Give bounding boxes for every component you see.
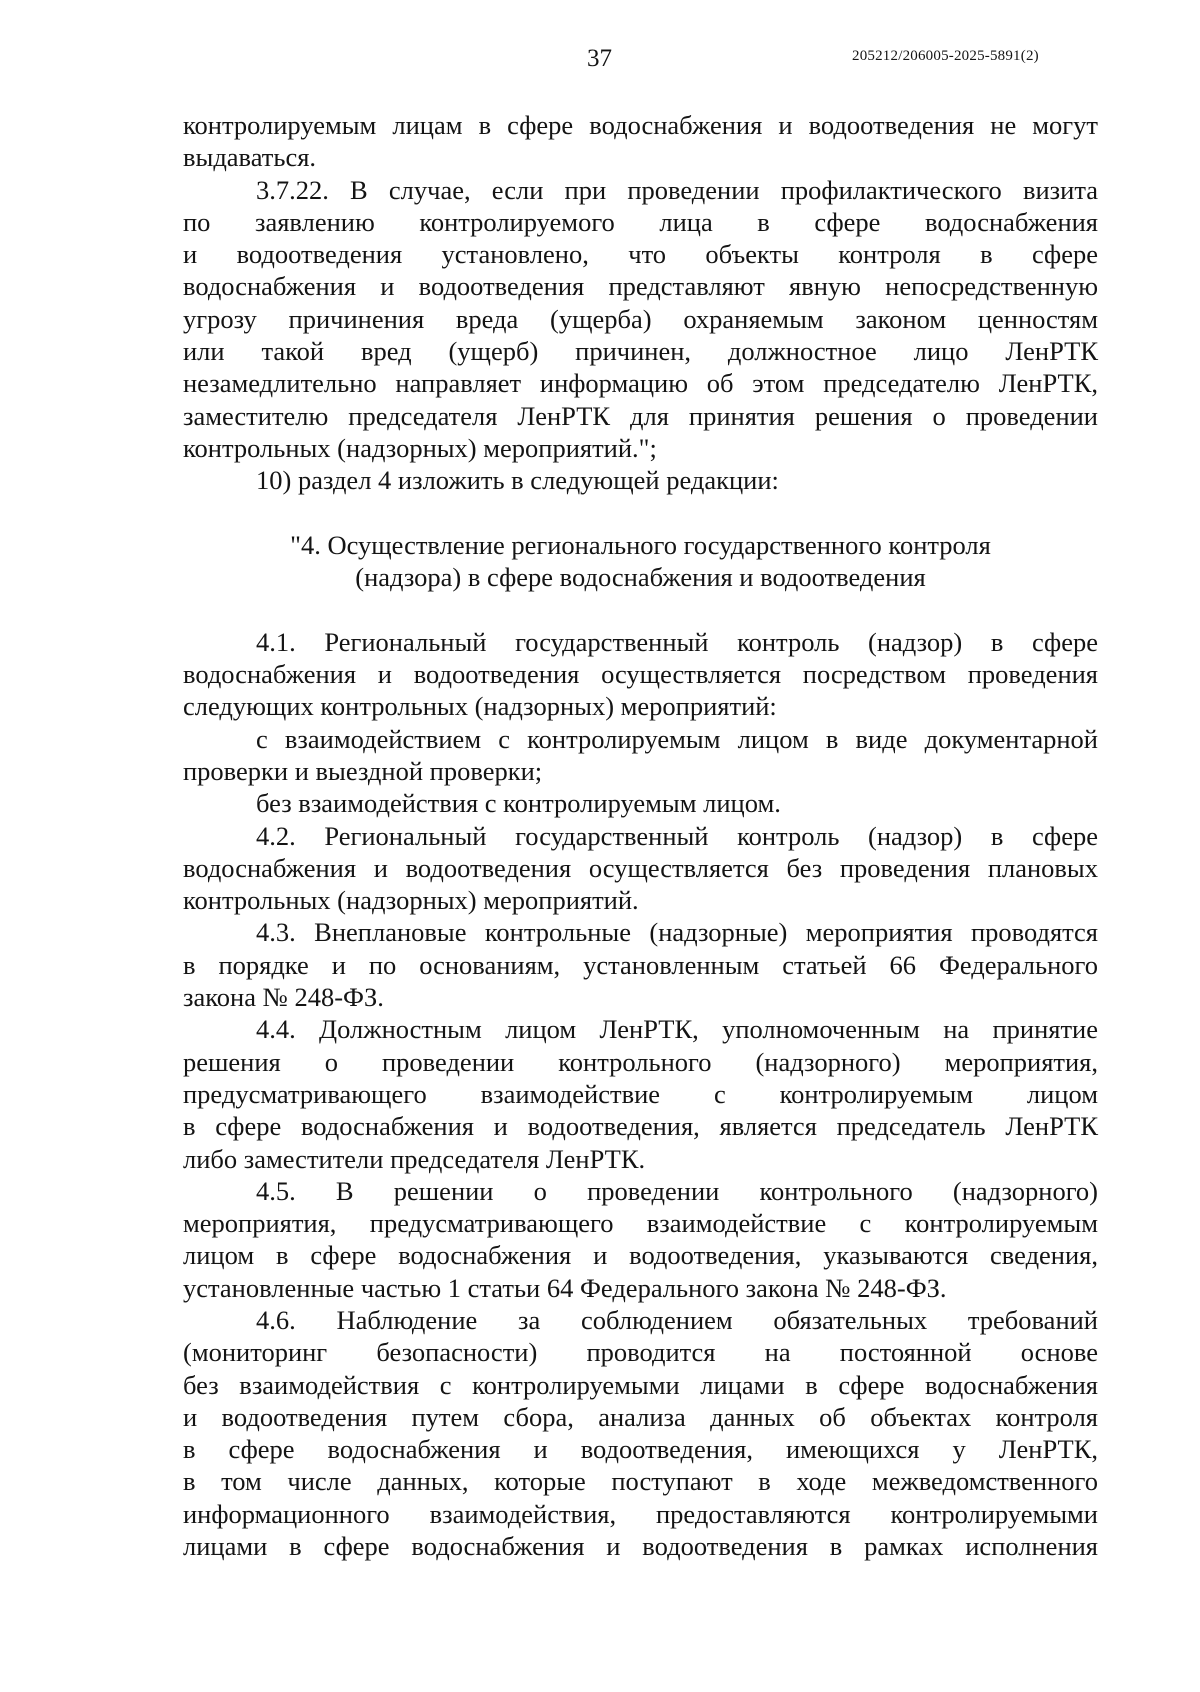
text-line: лицами в сфере водоснабжения и водоотведения в рамках исполнения	[183, 1531, 1098, 1562]
text-line: проверки и выездной проверки;	[183, 755, 543, 786]
text-line: водоснабжения и водоотведения представляют явную непосредственную	[183, 271, 1098, 302]
paragraph-3-7-22-start: 3.7.22. В случае, если при проведении профилактического визита	[256, 174, 1098, 205]
text-line: или такой вред (ущерб) причинен, должностное лицо ЛенРТК	[183, 336, 1098, 367]
text-line: предусматривающего взаимодействие с контролируемым лицом	[183, 1078, 1098, 1109]
text-line: незамедлительно направляет информацию об этом председателю ЛенРТК,	[183, 368, 1098, 399]
text-line: угрозу причинения вреда (ущерба) охраняемым законом ценностям	[183, 303, 1098, 334]
text-line: закона № 248-ФЗ.	[183, 982, 384, 1013]
text-line: без взаимодействия с контролируемым лицом.	[256, 788, 781, 819]
text-line: контролируемым лицам в сфере водоснабжения и водоотведения не могут	[183, 110, 1098, 140]
text-line: либо заместители председателя ЛенРТК.	[183, 1143, 646, 1174]
spacer	[183, 593, 1098, 625]
text-line: мероприятия, предусматривающего взаимодействие с контролируемым	[183, 1208, 1098, 1239]
text-line: с взаимодействием с контролируемым лицом в виде документарной	[256, 723, 1098, 754]
text-line: в сфере водоснабжения и водоотведения, имеющихся у ЛенРТК,	[183, 1434, 1098, 1465]
text-line: в сфере водоснабжения и водоотведения, является председатель ЛенРТК	[183, 1111, 1098, 1142]
document-id: 205212/206005-2025-5891(2)	[852, 48, 1039, 64]
text-line: водоснабжения и водоотведения осуществляется посредством проведения	[183, 659, 1098, 690]
text-line: решения о проведении контрольного (надзорного) мероприятия,	[183, 1046, 1098, 1077]
text-line: водоснабжения и водоотведения осуществляется без проведения плановых	[183, 852, 1098, 883]
document-body	[183, 109, 1098, 1562]
text-line: выдаваться.	[183, 142, 317, 173]
text-line: и водоотведения установлено, что объекты контроля в сфере	[183, 239, 1098, 270]
section-heading: "4. Осуществление регионального государственного контроля	[290, 529, 991, 560]
text-line: в порядке и по основаниям, установленным статьей 66 Федерального	[183, 949, 1098, 980]
section-heading: (надзора) в сфере водоснабжения и водоотведения	[355, 562, 926, 593]
text-line: контрольных (надзорных) мероприятий.	[183, 885, 639, 916]
text-line: лицом в сфере водоснабжения и водоотведения, указываются сведения,	[183, 1240, 1098, 1271]
text-line: следующих контрольных (надзорных) мероприятий:	[183, 691, 777, 722]
text-line: заместителю председателя ЛенРТК для принятия решения о проведении	[183, 400, 1098, 431]
text-line: без взаимодействия с контролируемыми лицами в сфере водоснабжения	[183, 1369, 1098, 1400]
text-line: информационного взаимодействия, предоставляются контролируемыми	[183, 1498, 1098, 1529]
text-line: (мониторинг безопасности) проводится на постоянной основе	[183, 1337, 1098, 1368]
item-10-line: 10) раздел 4 изложить в следующей редакции:	[256, 465, 779, 496]
text-line: установленные частью 1 статьи 64 Федерального закона № 248-ФЗ.	[183, 1272, 947, 1303]
paragraph-4-2-start: 4.2. Региональный государственный контроль (надзор) в сфере	[256, 820, 1098, 851]
spacer	[183, 497, 1098, 529]
text-line: контрольных (надзорных) мероприятий.";	[183, 432, 657, 463]
text-line: в том числе данных, которые поступают в ходе межведомственного	[183, 1466, 1098, 1497]
paragraph-4-5-start: 4.5. В решении о проведении контрольного (надзорного)	[256, 1175, 1098, 1206]
paragraph-4-3-start: 4.3. Внеплановые контрольные (надзорные) мероприятия проводятся	[256, 917, 1098, 948]
text-line: по заявлению контролируемого лица в сфере водоснабжения	[183, 206, 1098, 237]
paragraph-4-6-start: 4.6. Наблюдение за соблюдением обязательных требований	[256, 1304, 1098, 1335]
paragraph-4-4-start: 4.4. Должностным лицом ЛенРТК, уполномоченным на принятие	[256, 1014, 1098, 1045]
page-number: 37	[587, 45, 612, 72]
text-line: и водоотведения путем сбора, анализа данных об объектах контроля	[183, 1401, 1098, 1432]
paragraph-4-1-start: 4.1. Региональный государственный контроль (надзор) в сфере	[256, 626, 1098, 657]
